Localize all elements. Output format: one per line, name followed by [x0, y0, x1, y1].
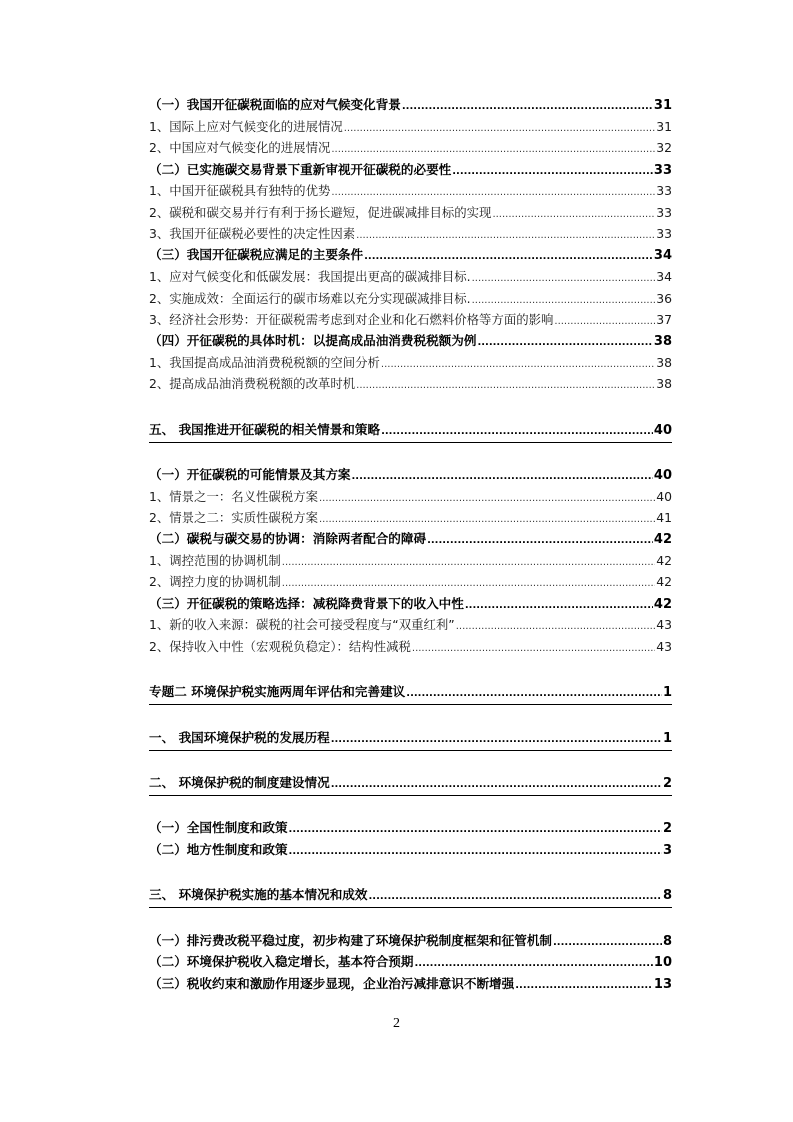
toc-entry-page: 1 — [662, 685, 672, 700]
toc-subsection-entry[interactable] — [149, 139, 672, 159]
dot-leader — [381, 356, 655, 374]
toc-subsection-entry[interactable] — [149, 616, 672, 636]
toc-entry-page: 2 — [662, 776, 672, 791]
toc-section-entry[interactable] — [149, 953, 672, 973]
toc-subsection-entry[interactable] — [149, 552, 672, 572]
toc-entry-title: 2、调控力度的协调机制 — [149, 574, 281, 589]
toc-subsection-entry[interactable] — [149, 311, 672, 331]
table-of-contents — [149, 0, 672, 1122]
dot-leader — [331, 141, 655, 159]
toc-section-entry[interactable] — [149, 332, 672, 352]
toc-entry-page: 31 — [653, 98, 672, 113]
toc-section-entry[interactable] — [149, 246, 672, 266]
toc-subsection-entry[interactable] — [149, 573, 672, 593]
toc-entry-title: 1、国际上应对气候变化的进展情况 — [149, 119, 343, 134]
dot-leader — [319, 511, 655, 529]
toc-entry-page: 10 — [653, 955, 672, 970]
dot-leader — [456, 618, 656, 636]
dot-leader — [515, 977, 653, 995]
dot-leader — [344, 120, 655, 138]
toc-section-entry[interactable] — [149, 595, 672, 615]
toc-subsection-entry[interactable] — [149, 488, 672, 508]
dot-leader — [289, 843, 662, 861]
toc-entry-page: 3 — [662, 843, 672, 858]
toc-entry-title: （二）环境保护税收入稳定增长，基本符合预期 — [149, 954, 414, 969]
dot-leader — [356, 377, 655, 395]
toc-entry-page: 38 — [653, 334, 672, 349]
toc-entry-page: 32 — [656, 140, 672, 155]
toc-section-entry[interactable] — [149, 932, 672, 952]
toc-section-entry[interactable] — [149, 96, 672, 116]
dot-leader — [282, 554, 655, 572]
dot-leader — [368, 888, 661, 906]
toc-entry-page: 42 — [656, 553, 672, 568]
toc-subsection-entry[interactable] — [149, 225, 672, 245]
toc-entry-title: 2、碳税和碳交易并行有利于扬长避短，促进碳减排目标的实现 — [149, 205, 492, 220]
toc-entry-title: 专题二 环境保护税实施两周年评估和完善建议 — [149, 684, 406, 699]
toc-entry-title: 1、中国开征碳税具有独特的优势 — [149, 183, 331, 198]
toc-entry-page: 33 — [656, 226, 672, 241]
dot-leader — [331, 776, 662, 794]
toc-entry-title: （四）开征碳税的具体时机：以提高成品油消费税税额为例 — [149, 333, 477, 348]
toc-entry-title: （二）已实施碳交易背景下重新审视开征碳税的必要性 — [149, 162, 452, 177]
toc-subsection-entry[interactable] — [149, 290, 672, 310]
toc-chapter-entry[interactable] — [149, 774, 672, 796]
toc-section-entry[interactable] — [149, 530, 672, 550]
toc-entry-title: （一）我国开征碳税面临的应对气候变化背景 — [149, 97, 401, 112]
toc-entry-title: 1、调控范围的协调机制 — [149, 553, 281, 568]
toc-entry-page: 37 — [656, 312, 672, 327]
toc-entry-page: 40 — [653, 468, 672, 483]
toc-entry-page: 42 — [653, 532, 672, 547]
dot-leader — [381, 423, 653, 441]
toc-entry-title: 3、我国开征碳税必要性的决定性因素 — [149, 226, 356, 241]
toc-entry-title: （二）碳税与碳交易的协调：消除两者配合的障碍 — [149, 531, 427, 546]
toc-entry-page: 36 — [656, 291, 672, 306]
toc-section-entry[interactable] — [149, 161, 672, 181]
toc-entry-title: （二）地方性制度和政策 — [149, 842, 288, 857]
toc-entry-title: 五、 我国推进开征碳税的相关情景和策略 — [149, 422, 381, 437]
toc-entry-title: 二、 环境保护税的制度建设情况 — [149, 775, 330, 790]
dot-leader — [319, 490, 655, 508]
toc-entry-page: 34 — [656, 269, 672, 284]
toc-entry-page: 8 — [662, 888, 672, 903]
toc-entry-page: 40 — [656, 489, 672, 504]
toc-section-entry[interactable] — [149, 819, 672, 839]
dot-leader — [472, 292, 656, 310]
toc-entry-page: 43 — [656, 639, 672, 654]
toc-entry-title: 1、我国提高成品油消费税税额的空间分析 — [149, 355, 380, 370]
toc-entry-title: （一）开征碳税的可能情景及其方案 — [149, 467, 351, 482]
dot-leader — [352, 468, 653, 486]
toc-chapter-entry[interactable] — [149, 683, 672, 705]
toc-entry-title: 2、实施成效：全面运行的碳市场难以充分实现碳减排目标. — [149, 291, 471, 306]
toc-entry-page: 2 — [662, 821, 672, 836]
page-number: 2 — [393, 1016, 400, 1031]
toc-entry-title: （一）全国性制度和政策 — [149, 820, 288, 835]
dot-leader — [554, 313, 655, 331]
toc-entry-page: 40 — [653, 423, 672, 438]
dot-leader — [492, 206, 655, 224]
toc-entry-page: 42 — [656, 574, 672, 589]
toc-subsection-entry[interactable] — [149, 182, 672, 202]
toc-section-entry[interactable] — [149, 841, 672, 861]
dot-leader — [452, 163, 653, 181]
toc-subsection-entry[interactable] — [149, 354, 672, 374]
toc-entry-page: 41 — [656, 510, 672, 525]
toc-entry-page: 38 — [656, 376, 672, 391]
dot-leader — [427, 532, 653, 550]
dot-leader — [477, 334, 652, 352]
dot-leader — [282, 575, 655, 593]
dot-leader — [414, 955, 652, 973]
toc-entry-page: 38 — [656, 355, 672, 370]
dot-leader — [406, 685, 662, 703]
dot-leader — [472, 270, 656, 288]
toc-section-entry[interactable] — [149, 975, 672, 995]
toc-chapter-entry[interactable] — [149, 421, 672, 443]
dot-leader — [465, 597, 653, 615]
toc-section-entry[interactable] — [149, 466, 672, 486]
toc-entry-title: （三）开征碳税的策略选择：减税降费背景下的收入中性 — [149, 596, 464, 611]
toc-entry-page: 1 — [662, 731, 672, 746]
toc-entry-page: 31 — [656, 119, 672, 134]
toc-entry-page: 34 — [653, 248, 672, 263]
toc-entry-page: 13 — [653, 977, 672, 992]
toc-entry-title: 2、情景之二：实质性碳税方案 — [149, 510, 318, 525]
toc-entry-title: 2、提高成品油消费税税额的改革时机 — [149, 376, 356, 391]
toc-entry-title: 2、中国应对气候变化的进展情况 — [149, 140, 331, 155]
dot-leader — [356, 227, 655, 245]
toc-chapter-entry[interactable] — [149, 729, 672, 751]
toc-subsection-entry[interactable] — [149, 375, 672, 395]
toc-entry-title: 1、新的收入来源：碳税的社会可接受程度与“双重红利” — [149, 617, 455, 632]
toc-entry-title: 3、经济社会形势：开征碳税需考虑到对企业和化石燃料价格等方面的影响 — [149, 312, 554, 327]
toc-entry-page: 43 — [656, 617, 672, 632]
dot-leader — [331, 731, 662, 749]
toc-chapter-entry[interactable] — [149, 886, 672, 908]
toc-entry-page: 8 — [662, 934, 672, 949]
toc-entry-page: 33 — [656, 205, 672, 220]
toc-subsection-entry[interactable] — [149, 204, 672, 224]
toc-subsection-entry[interactable] — [149, 118, 672, 138]
toc-subsection-entry[interactable] — [149, 268, 672, 288]
toc-entry-page: 42 — [653, 597, 672, 612]
dot-leader — [289, 821, 662, 839]
dot-leader — [412, 640, 655, 658]
dot-leader — [364, 248, 653, 266]
toc-entry-title: 2、保持收入中性（宏观税负稳定）：结构性减税 — [149, 639, 411, 654]
dot-leader — [402, 98, 653, 116]
toc-entry-title: 三、 环境保护税实施的基本情况和成效 — [149, 887, 368, 902]
toc-entry-page: 33 — [653, 163, 672, 178]
toc-entry-title: （三）我国开征碳税应满足的主要条件 — [149, 247, 364, 262]
dot-leader — [331, 184, 655, 202]
toc-entry-page: 33 — [656, 183, 672, 198]
toc-entry-title: 1、应对气候变化和低碳发展：我国提出更高的碳减排目标. — [149, 269, 471, 284]
toc-subsection-entry[interactable] — [149, 638, 672, 658]
toc-entry-title: （一）排污费改税平稳过度，初步构建了环境保护税制度框架和征管机制 — [149, 933, 552, 948]
toc-entry-title: （三）税收约束和激励作用逐步显现，企业治污减排意识不断增强 — [149, 976, 515, 991]
toc-entry-title: 1、情景之一：名义性碳税方案 — [149, 489, 318, 504]
dot-leader — [553, 934, 662, 952]
toc-entry-title: 一、 我国环境保护税的发展历程 — [149, 730, 330, 745]
toc-subsection-entry[interactable] — [149, 509, 672, 529]
